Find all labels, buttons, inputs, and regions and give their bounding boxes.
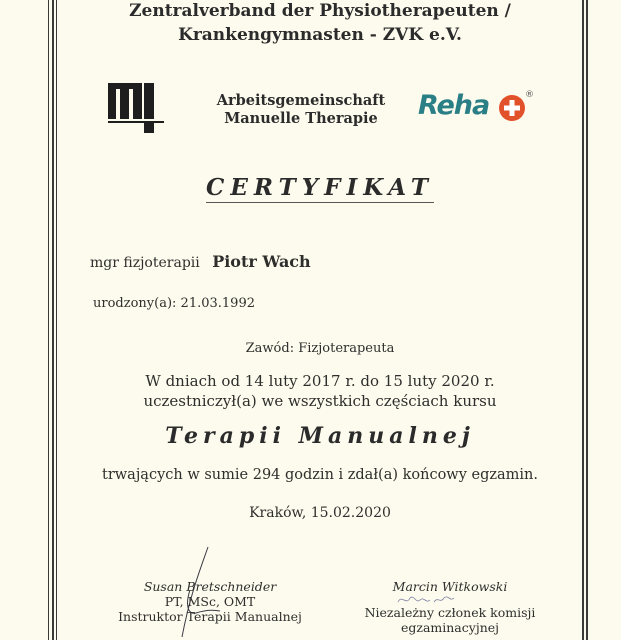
- dates-line: W dniach od 14 luty 2017 r. do 15 luty 2020 r.: [145, 372, 495, 390]
- plus-cross-icon: [498, 94, 526, 122]
- recipient-name: Piotr Wach: [212, 252, 311, 271]
- profession: Zawód: Fizjoterapeuta: [245, 341, 395, 356]
- birth-label: urodzony(a):: [93, 296, 177, 311]
- border-line-left-middle: [52, 0, 54, 640]
- ag-line1: Arbeitsgemeinschaft: [216, 92, 386, 109]
- signer-left-name: Susan Bretschneider: [143, 579, 277, 594]
- signer-right-role-line2: egzaminacyjnej: [400, 620, 500, 635]
- place-date: Kraków, 15.02.2020: [249, 505, 391, 521]
- signer-left-credentials: PT, MSc, OMT: [164, 594, 256, 609]
- birth-line: [93, 296, 255, 311]
- signature-right: [345, 579, 555, 635]
- signer-right-name: Marcin Witkowski: [392, 579, 508, 594]
- recipient-line: [90, 252, 311, 271]
- ag-line2: Manuelle Therapie: [224, 110, 378, 127]
- border-line-right-outer: [586, 0, 588, 640]
- mt-logo-icon: [108, 81, 164, 133]
- border-line-left-outer: [48, 0, 49, 640]
- participation-line: uczestniczył(a) we wszystkich częściach kursu: [143, 392, 497, 410]
- birth-date: 21.03.1992: [180, 296, 255, 311]
- border-line-right-inner: [582, 0, 584, 640]
- org-name-line2: Krankengymnasten - ZVK e.V.: [178, 25, 462, 45]
- registered-mark: ®: [525, 90, 534, 100]
- certificate-title: [0, 174, 640, 201]
- reha-plus-logo: [418, 90, 538, 126]
- course-name: Terapii Manualnej: [165, 423, 475, 449]
- signer-left-role: Instruktor Terapii Manualnej: [118, 609, 302, 624]
- signer-right-role-line1: Niezależny członek komisji: [364, 605, 536, 620]
- signature-left: [110, 579, 310, 624]
- ag-manuelle-therapie: [196, 92, 406, 128]
- recipient-prefix: mgr fizjoterapii: [90, 255, 200, 271]
- org-name-line1: Zentralverband der Physiotherapeuten /: [129, 1, 511, 21]
- border-line-left-inner: [56, 0, 57, 640]
- reha-text: Reha: [418, 90, 490, 121]
- hours-line: trwających w sumie 294 godzin i zdał(a) końcowy egzamin.: [102, 467, 538, 483]
- certificate-title-text: CERTYFIKAT: [206, 174, 434, 201]
